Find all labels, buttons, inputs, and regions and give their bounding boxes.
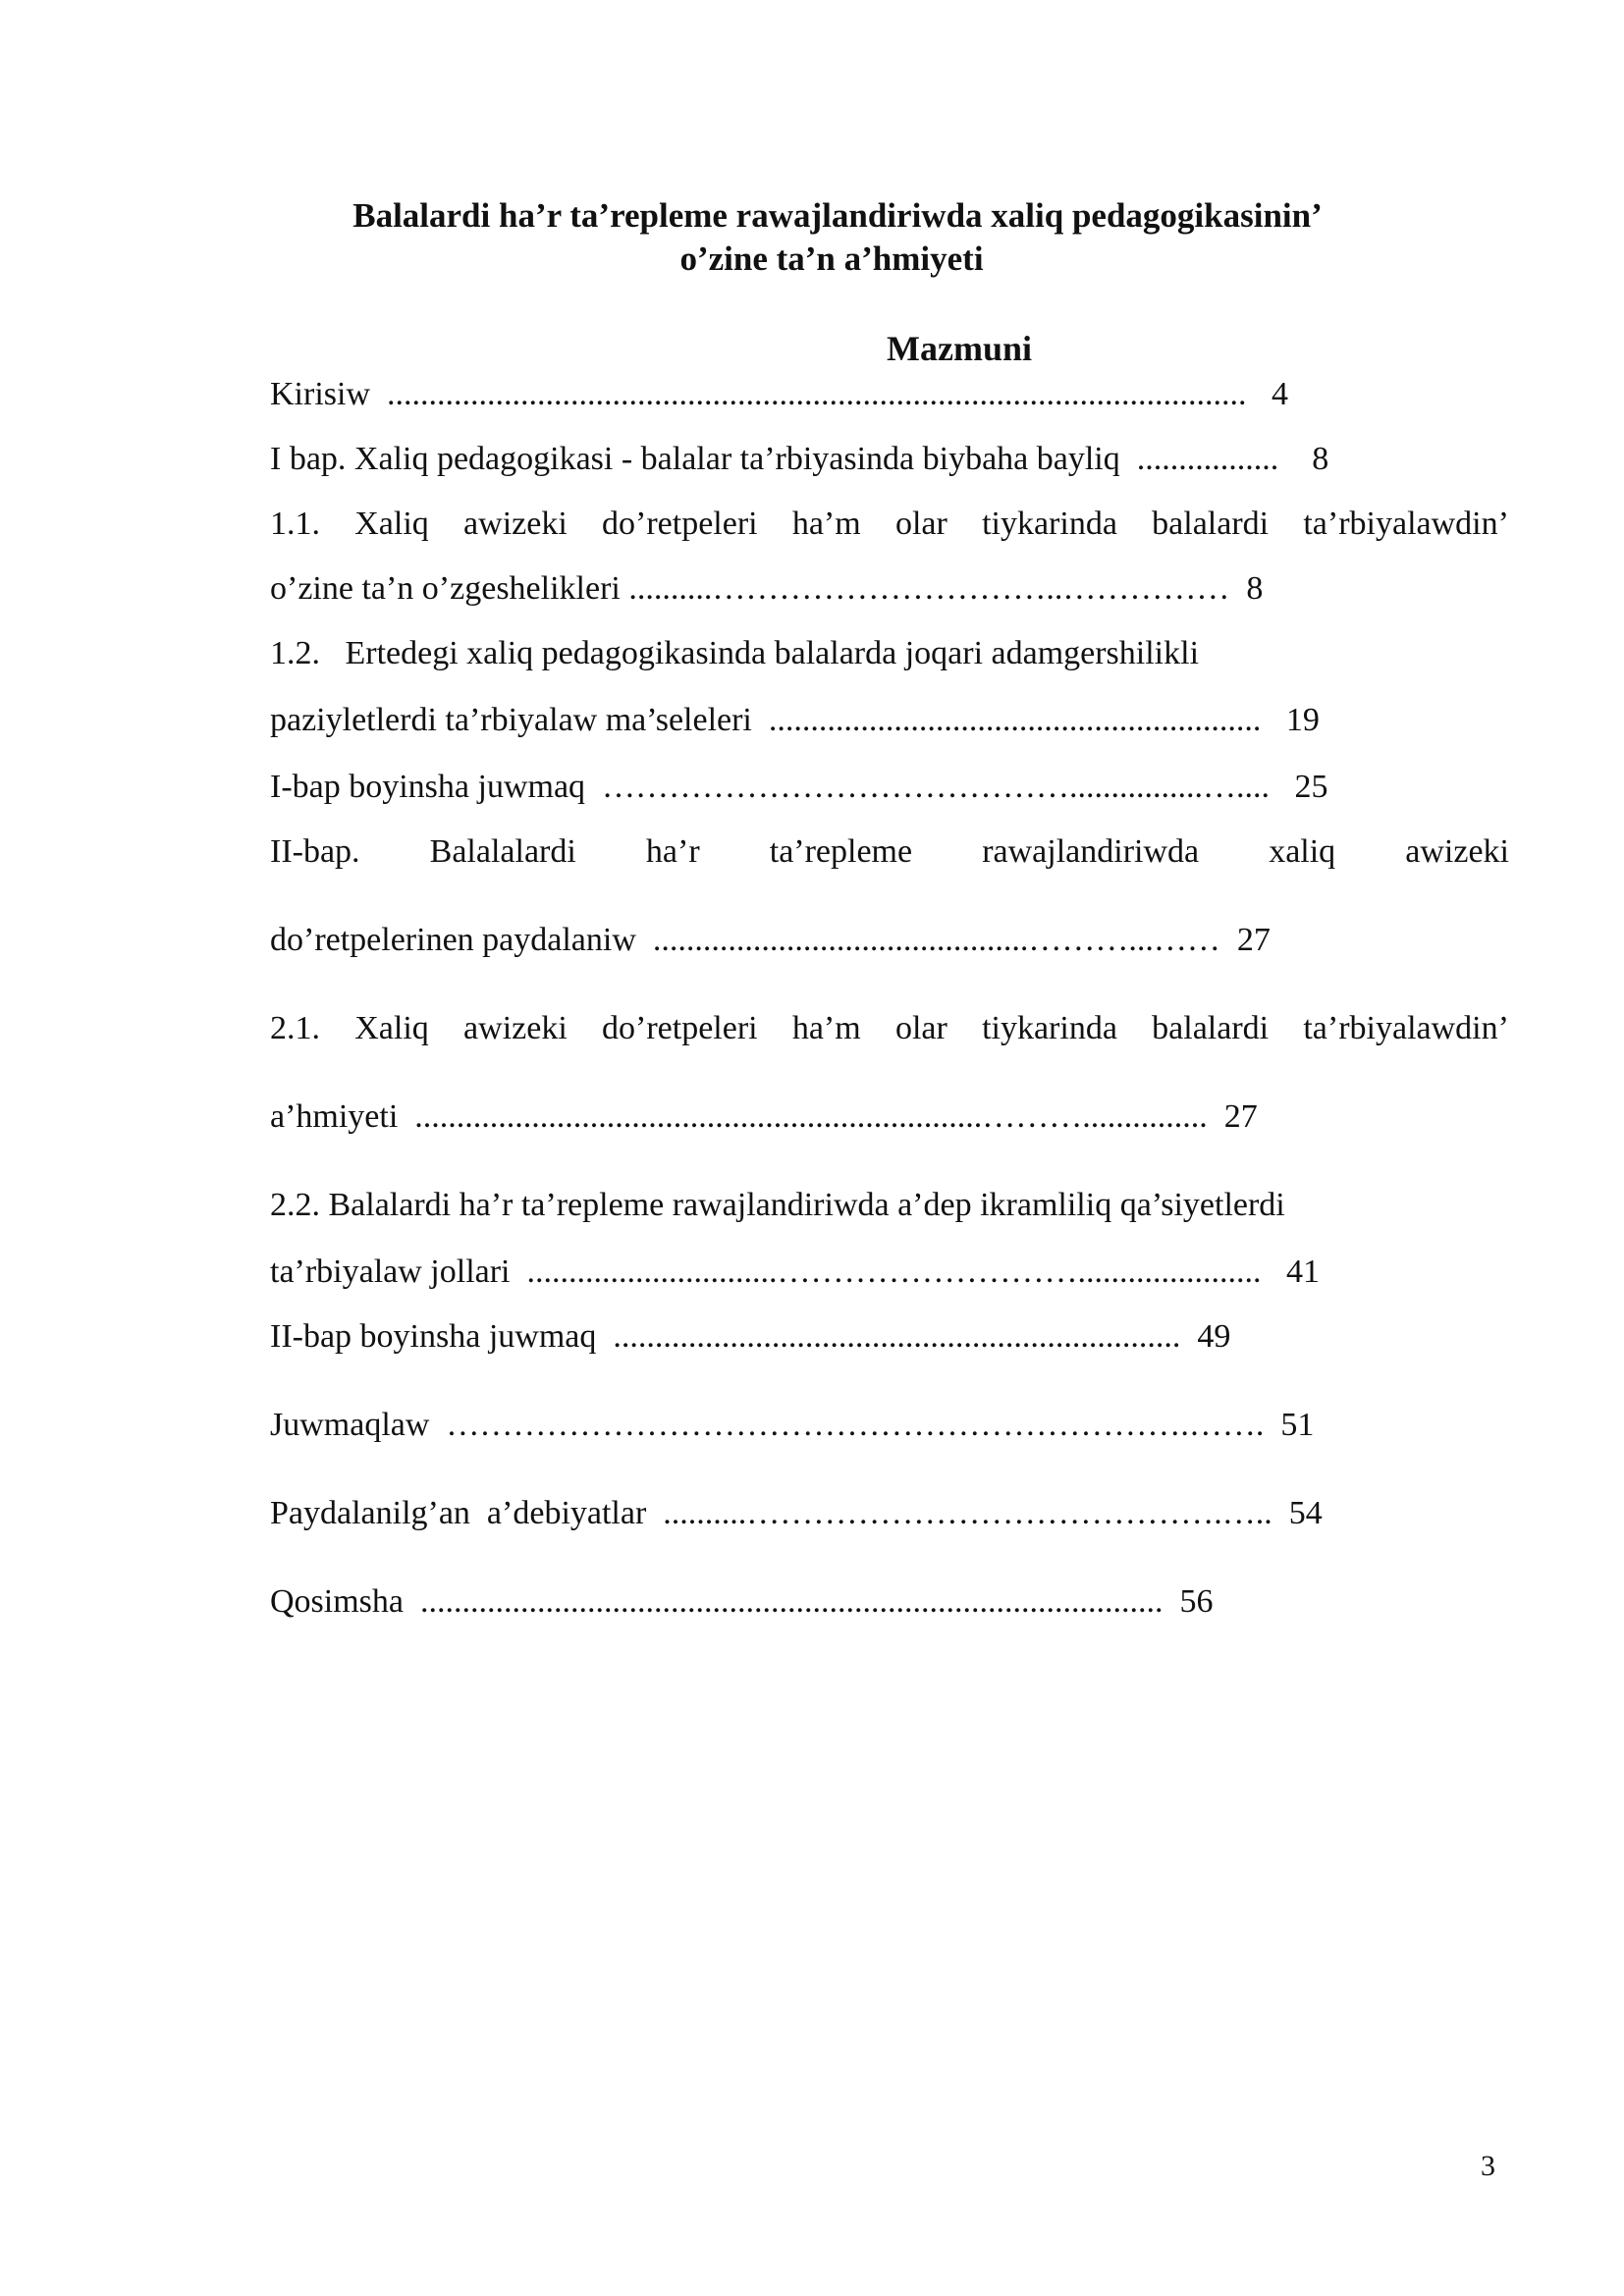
toc-word: balalardi bbox=[1152, 1010, 1270, 1046]
toc-word: awizeki bbox=[1405, 833, 1509, 870]
page-number: 3 bbox=[1481, 2150, 1495, 2182]
toc-entry-conclusion[interactable]: Juwmaqlaw ………………………………………………………….……. 51 bbox=[270, 1407, 1315, 1443]
toc-word: ta’rbiyalawdin’ bbox=[1303, 1010, 1509, 1046]
toc-word: do’retpeleri bbox=[602, 1010, 758, 1046]
toc-entry-section-1-1-line-1[interactable] bbox=[270, 503, 1509, 546]
toc-entry-section-1-1-line-2[interactable]: o’zine ta’n o’zgeshelikleri ..........…………………………..…………… 8 bbox=[270, 570, 1264, 607]
toc-entry-section-2-2-line-1[interactable]: 2.2. Balalardi ha’r ta’repleme rawajlandiriwda a’dep ikramliliq qa’siyetlerdi bbox=[270, 1187, 1285, 1223]
toc-entry-section-2-2-line-2[interactable]: ta’rbiyalaw jollari ..............................………………………...................... 41 bbox=[270, 1254, 1321, 1290]
toc-entry-chapter-2-line-1[interactable] bbox=[270, 830, 1509, 874]
toc-word: ta’repleme bbox=[769, 833, 913, 870]
toc-entry-references[interactable]: Paydalanilg’an a’debiyatlar ..........…………………………………….….. 54 bbox=[270, 1495, 1323, 1531]
toc-entry-chapter-1[interactable]: I bap. Xaliq pedagogikasi - balalar ta’rbiyasinda biybaha bayliq ................. 8 bbox=[270, 441, 1329, 477]
toc-word: ha’m bbox=[791, 506, 861, 542]
toc-entry-section-2-1-line-1[interactable] bbox=[270, 1007, 1509, 1050]
toc-entry-chapter-2-summary[interactable]: II-bap boyinsha juwmaq .................................................................... 49 bbox=[270, 1318, 1231, 1355]
toc-entry-introduction[interactable]: Kirisiw ....................................................................................................... 4 bbox=[270, 376, 1288, 412]
document-title-line-1: Balalardi ha’r ta’repleme rawajlandiriwda xaliq pedagogikasinin’ bbox=[352, 196, 1323, 235]
toc-word: Xaliq bbox=[354, 1010, 429, 1046]
toc-word: ha’m bbox=[791, 1010, 861, 1046]
toc-entry-chapter-1-summary[interactable]: I-bap boyinsha juwmaq ……………………………………................….... 25 bbox=[270, 769, 1328, 805]
toc-word: Balalalardi bbox=[429, 833, 576, 870]
toc-word: rawajlandiriwda bbox=[982, 833, 1200, 870]
toc-word: awizeki bbox=[463, 506, 568, 542]
toc-word: tiykarinda bbox=[982, 1010, 1117, 1046]
toc-word: xaliq bbox=[1269, 833, 1336, 870]
toc-entry-chapter-2-line-2[interactable]: do’retpelerinen paydalaniw .............................................………...…… 27 bbox=[270, 922, 1271, 958]
toc-word: awizeki bbox=[463, 1010, 568, 1046]
toc-word: 2.1. bbox=[270, 1010, 320, 1046]
toc-word: do’retpeleri bbox=[602, 506, 758, 542]
toc-word: 1.1. bbox=[270, 506, 320, 542]
toc-word: olar bbox=[894, 506, 947, 542]
document-title-line-2: o’zine ta’n a’hmiyeti bbox=[679, 240, 984, 278]
toc-entry-appendix[interactable]: Qosimsha ......................................................................................... 56 bbox=[270, 1583, 1214, 1620]
toc-word: ta’rbiyalawdin’ bbox=[1303, 506, 1509, 542]
toc-word: olar bbox=[894, 1010, 947, 1046]
toc-word: II-bap. bbox=[270, 833, 360, 870]
contents-heading: Mazmuni bbox=[887, 329, 1032, 368]
toc-entry-section-1-2-line-2[interactable]: paziyletlerdi ta’rbiyalaw ma’seleleri ........................................................... 19 bbox=[270, 702, 1320, 738]
toc-word: balalardi bbox=[1152, 506, 1270, 542]
toc-word: ha’r bbox=[645, 833, 700, 870]
toc-word: Xaliq bbox=[354, 506, 429, 542]
toc-entry-section-2-1-line-2[interactable]: a’hmiyeti ....................................................................………............... 27 bbox=[270, 1098, 1258, 1135]
toc-word: tiykarinda bbox=[982, 506, 1117, 542]
toc-entry-section-1-2-line-1[interactable]: 1.2. Ertedegi xaliq pedagogikasinda balalarda joqari adamgershilikli bbox=[270, 635, 1200, 671]
